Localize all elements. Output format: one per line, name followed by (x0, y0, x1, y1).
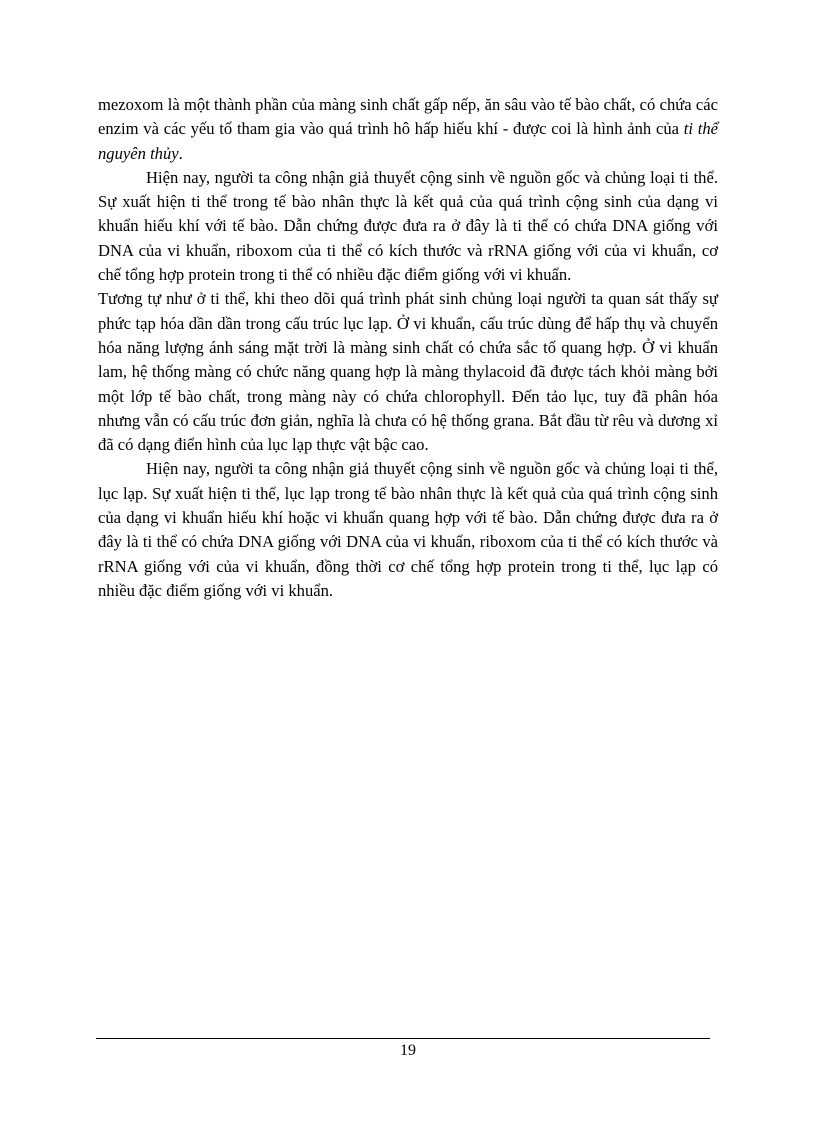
paragraph-text: mezoxom là một thành phần của màng sinh chất gấp nếp, ăn sâu vào tế bào chất, có chứa các enzim và các yếu tố tham gia vào quá trình hô hấp hiếu khí - được coi là hình ảnh của (98, 95, 718, 139)
paragraph-text-end: . (178, 143, 183, 163)
document-body (98, 93, 718, 603)
paragraph-chloroplast-evolution: Tương tự như ở ti thể, khi theo dõi quá trình phát sinh chủng loại người ta quan sát thấy sự phức tạp hóa dần dần trong cấu trúc lục lạp. Ở vi khuẩn, cấu trúc dùng để hấp thụ và chuyển hóa năng lượng ánh sáng mặt trời là màng sinh chất có chứa sắc tố quang hợp. Ở vi khuẩn lam, hệ thống màng có chức năng quang hợp là màng thylacoid đã được tách khỏi màng bởi một lớp tế bào chất, trong màng này có chứa chlorophyll. Đến tảo lục, tuy đã phân hóa nhưng vẫn có cấu trúc đơn giản, nghĩa là chưa có hệ thống grana. Bắt đầu từ rêu và dương xỉ đã có dạng điển hình của lục lạp thực vật bậc cao. (98, 289, 718, 455)
footer-divider (96, 1038, 710, 1039)
page-number: 19 (400, 1042, 416, 1059)
emphasis-text: ti thể nguyên thủy (98, 119, 718, 163)
paragraph-mitochondria-symbiosis: Hiện nay, người ta công nhận giả thuyết cộng sinh về nguồn gốc và chủng loại ti thể. Sự xuất hiện ti thể trong tế bào nhân thực là kết quả của quá trình cộng sinh của dạng vi khuẩn hiếu khí với tế bào. Dẫn chứng được đưa ra ở đây là ti thể có chứa DNA giống với DNA của vi khuẩn, riboxom của ti thể có kích thước và rRNA giống với của vi khuẩn, cơ chế tổng hợp protein trong ti thể có nhiều đặc điểm giống với vi khuẩn. (98, 167, 718, 285)
paragraph-endosymbiosis-summary: Hiện nay, người ta công nhận giả thuyết cộng sinh về nguồn gốc và chủng loại ti thể, lục lạp. Sự xuất hiện ti thể, lục lạp trong tế bào nhân thực là kết quả của quá trình cộng sinh của dạng vi khuẩn hiếu khí hoặc vi khuẩn quang hợp với tế bào. Dẫn chứng được đưa ra ở đây là ti thể có chứa DNA giống với DNA của vi khuẩn, riboxom của ti thể có kích thước và rRNA giống với của vi khuẩn, đồng thời cơ chế tổng hợp protein trong ti thể, lục lạp có nhiều đặc điểm giống với vi khuẩn. (98, 459, 718, 600)
paragraph-mezoxom (98, 93, 718, 166)
